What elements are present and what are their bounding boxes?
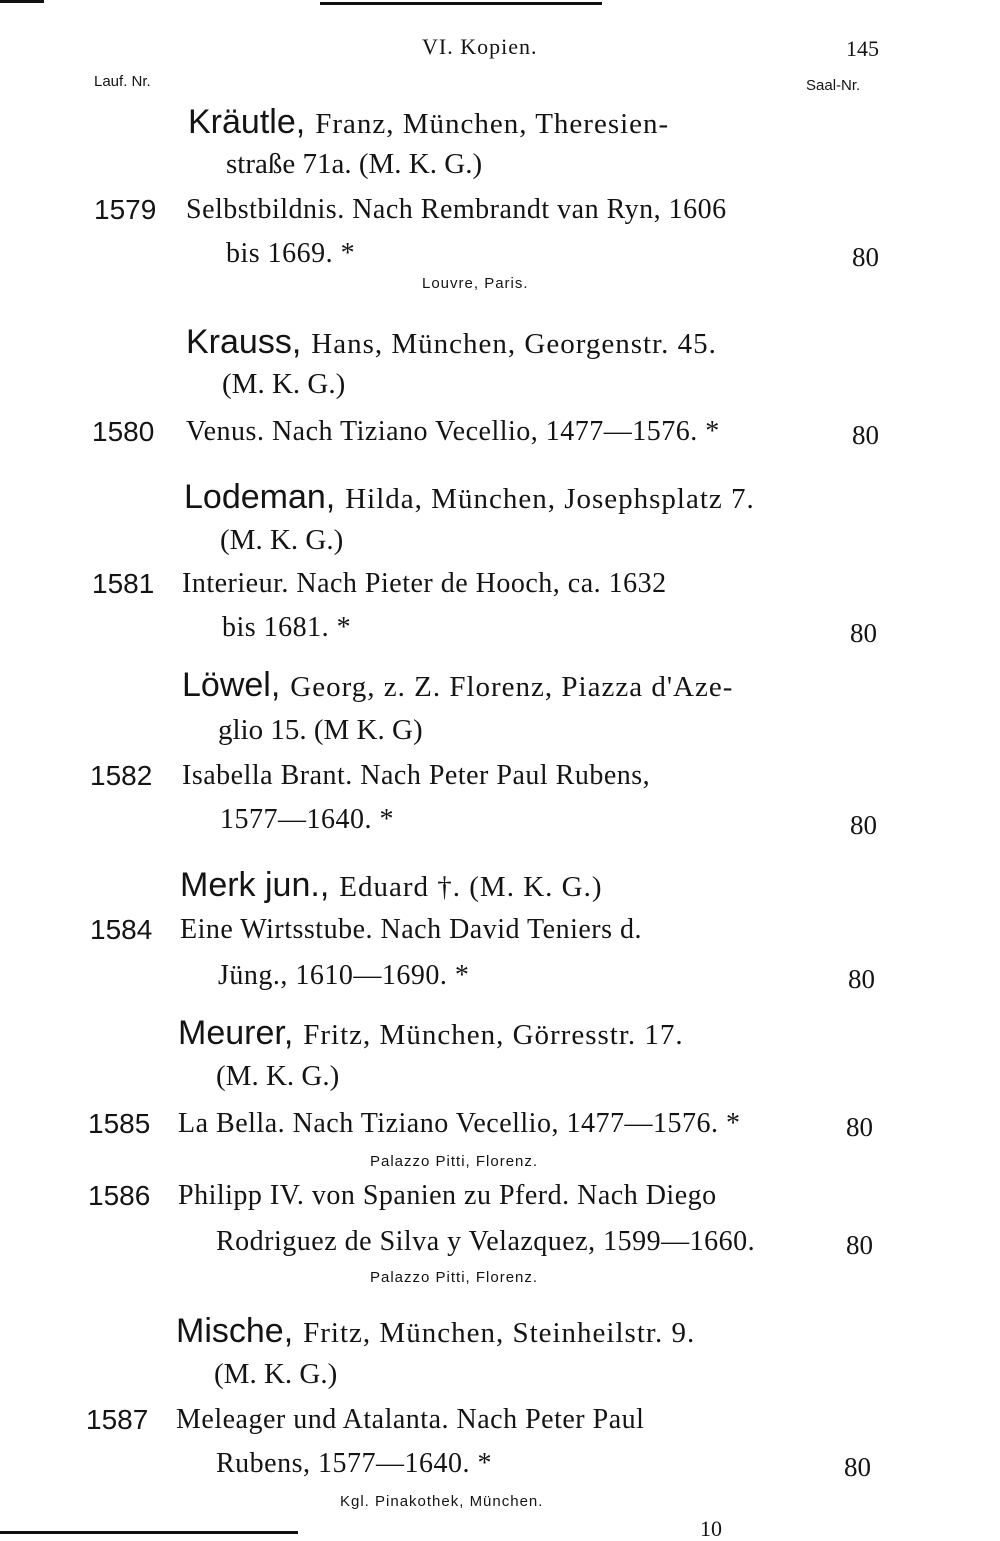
artist-address: Franz, München, Theresien- bbox=[315, 108, 670, 140]
artist-address: Fritz, München, Steinheilstr. 9. bbox=[303, 1317, 696, 1349]
artist-heading bbox=[184, 480, 755, 514]
work-title-continued: Jüng., 1610—1690. * bbox=[218, 960, 470, 991]
artist-address-continued: (M. K. G.) bbox=[216, 1060, 340, 1092]
catalogue-number: 1584 bbox=[90, 914, 153, 945]
original-location: Palazzo Pitti, Florenz. bbox=[370, 1153, 539, 1170]
work-title-continued: 1577—1640. * bbox=[220, 804, 394, 835]
artist-heading bbox=[176, 1314, 695, 1348]
artist-heading bbox=[188, 105, 669, 139]
artist-name: Mische, bbox=[176, 1312, 294, 1350]
artist-name: Meurer, bbox=[178, 1014, 294, 1052]
top-center-rule bbox=[320, 2, 602, 5]
original-location: Palazzo Pitti, Florenz. bbox=[370, 1269, 539, 1286]
hall-number: 80 bbox=[846, 1230, 873, 1260]
catalogue-number: 1580 bbox=[92, 416, 155, 447]
column-label-running-number: Lauf. Nr. bbox=[94, 73, 151, 90]
catalogue-number: 1586 bbox=[88, 1180, 151, 1211]
artist-address-continued: glio 15. (M K. G) bbox=[218, 714, 423, 746]
artist-heading bbox=[186, 325, 717, 359]
work-title: Venus. Nach Tiziano Vecellio, 1477—1576. * bbox=[186, 416, 720, 447]
work-title-continued: bis 1669. * bbox=[226, 238, 356, 269]
artist-address: Hilda, München, Josephsplatz 7. bbox=[345, 483, 755, 515]
catalogue-number: 1585 bbox=[88, 1108, 151, 1139]
top-left-rule bbox=[0, 0, 44, 3]
artist-address-continued: (M. K. G.) bbox=[222, 368, 346, 400]
bottom-left-rule bbox=[0, 1531, 298, 1534]
artist-name: Krauss, bbox=[186, 323, 302, 361]
hall-number: 80 bbox=[846, 1112, 873, 1142]
column-label-hall-number: Saal-Nr. bbox=[806, 77, 861, 94]
artist-heading bbox=[182, 668, 733, 702]
work-title: Selbstbildnis. Nach Rembrandt van Ryn, 1606 bbox=[186, 194, 727, 225]
artist-address-continued: (M. K. G.) bbox=[214, 1358, 338, 1390]
artist-address-continued: (M. K. G.) bbox=[220, 524, 344, 556]
hall-number: 80 bbox=[844, 1452, 871, 1482]
artist-name: Löwel, bbox=[182, 666, 281, 704]
artist-address: Eduard †. (M. K. G.) bbox=[339, 871, 603, 903]
catalogue-number: 1581 bbox=[92, 568, 155, 599]
catalogue-number: 1582 bbox=[90, 760, 153, 791]
work-title: Eine Wirtsstube. Nach David Teniers d. bbox=[180, 914, 642, 945]
artist-heading bbox=[180, 868, 603, 902]
work-title-continued: Rubens, 1577—1640. * bbox=[216, 1448, 492, 1479]
hall-number: 80 bbox=[850, 810, 877, 840]
hall-number: 80 bbox=[852, 242, 879, 272]
original-location: Kgl. Pinakothek, München. bbox=[340, 1493, 544, 1510]
hall-number: 80 bbox=[850, 618, 877, 648]
work-title: Interieur. Nach Pieter de Hooch, ca. 1632 bbox=[182, 568, 667, 599]
work-title: La Bella. Nach Tiziano Vecellio, 1477—1576. * bbox=[178, 1108, 741, 1139]
artist-address: Georg, z. Z. Florenz, Piazza d'Aze- bbox=[290, 671, 734, 703]
artist-name: Kräutle, bbox=[188, 103, 306, 141]
artist-name: Merk jun., bbox=[180, 866, 330, 904]
sheet-signature: 10 bbox=[700, 1516, 722, 1541]
catalogue-number: 1579 bbox=[94, 194, 157, 225]
artist-address-continued: straße 71a. (M. K. G.) bbox=[226, 148, 483, 180]
chapter-title: VI. Kopien. bbox=[422, 34, 538, 59]
work-title-continued: bis 1681. * bbox=[222, 612, 352, 643]
hall-number: 80 bbox=[848, 964, 875, 994]
artist-name: Lodeman, bbox=[184, 478, 336, 516]
artist-address: Fritz, München, Görresstr. 17. bbox=[303, 1019, 684, 1051]
work-title: Meleager und Atalanta. Nach Peter Paul bbox=[176, 1404, 645, 1435]
catalogue-number: 1587 bbox=[86, 1404, 149, 1435]
original-location: Louvre, Paris. bbox=[422, 275, 529, 292]
hall-number: 80 bbox=[852, 420, 879, 450]
work-title: Isabella Brant. Nach Peter Paul Rubens, bbox=[182, 760, 651, 791]
work-title-continued: Rodriguez de Silva y Velazquez, 1599—1660. bbox=[216, 1226, 756, 1257]
artist-address: Hans, München, Georgenstr. 45. bbox=[311, 328, 717, 360]
work-title: Philipp IV. von Spanien zu Pferd. Nach Diego bbox=[178, 1180, 717, 1211]
artist-heading bbox=[178, 1016, 684, 1050]
page-number: 145 bbox=[846, 36, 879, 61]
